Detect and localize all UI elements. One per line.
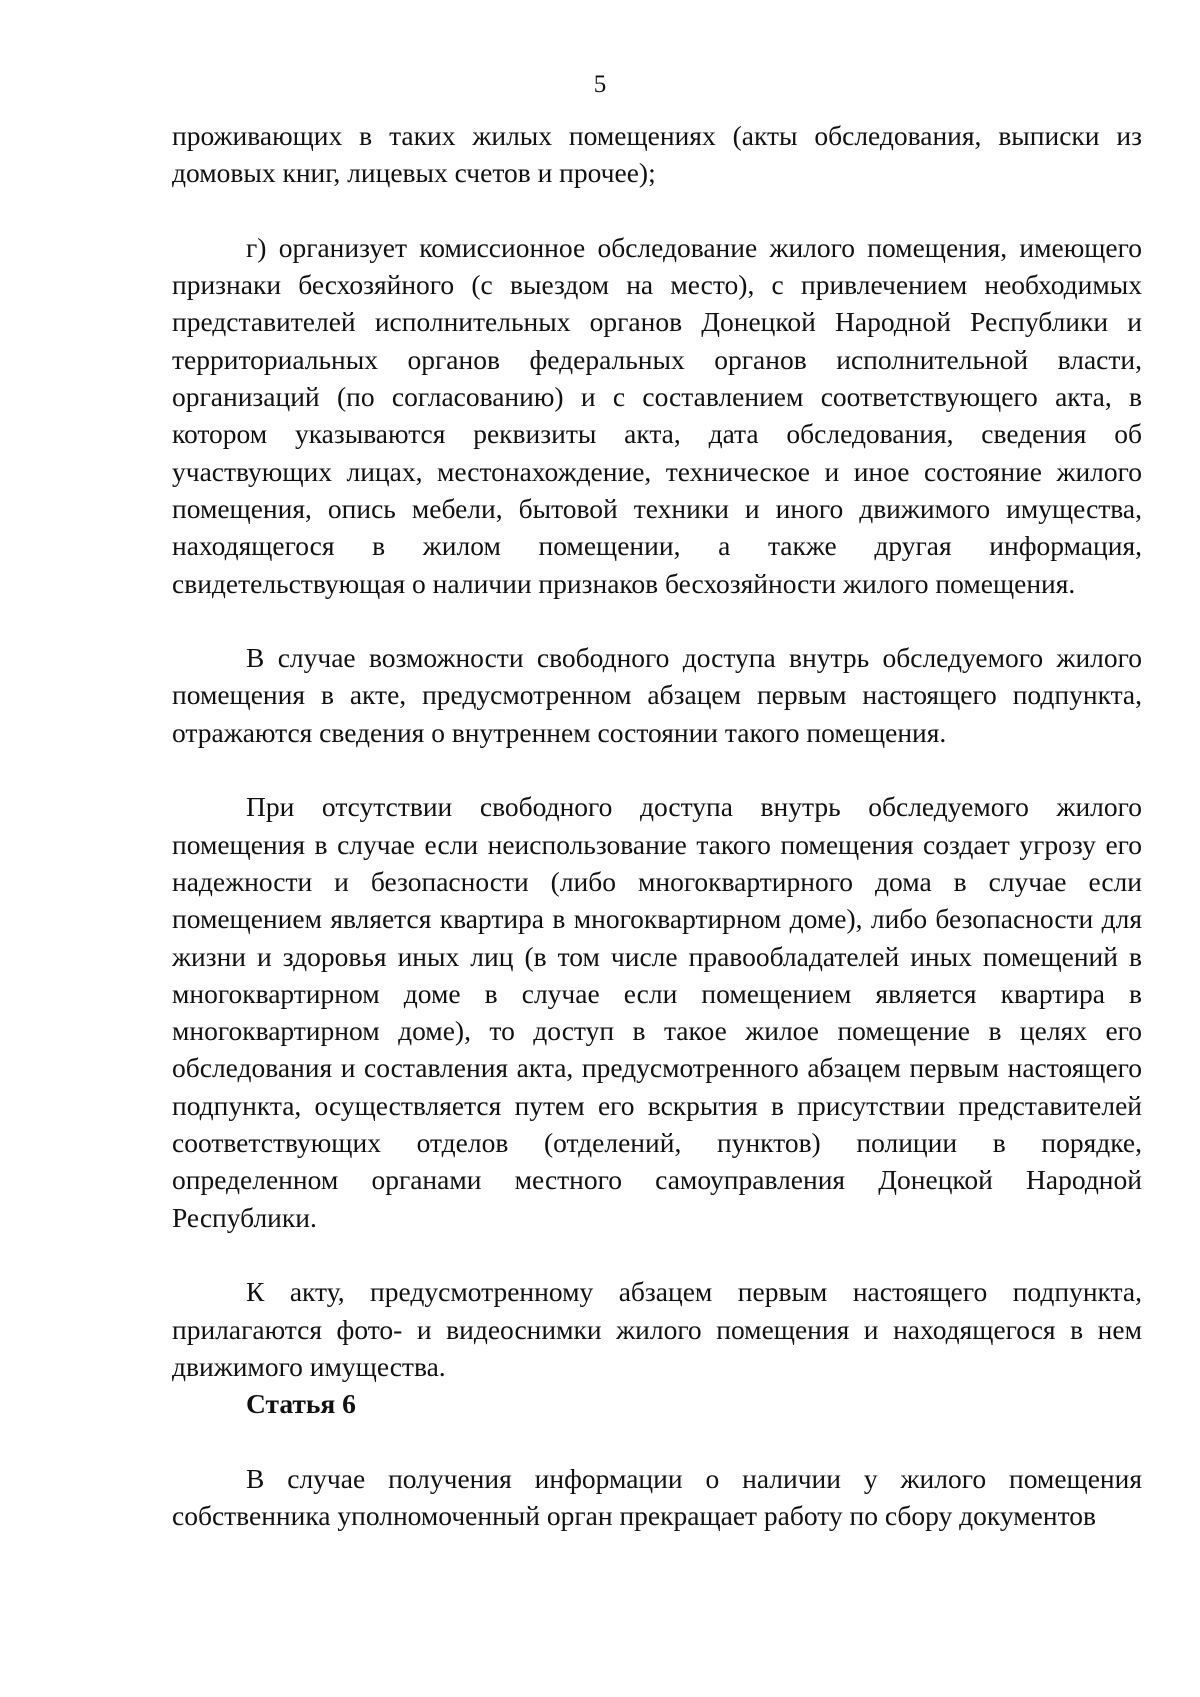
- paragraph-attachments: К акту, предусмотренному абзацем первым настоящего подпункта, прилагаются фото- и видеоснимки жилого помещения и находящегося в нем движимого имущества.: [172, 1276, 1142, 1382]
- document-body: [172, 117, 1142, 1534]
- paragraph-subitem-g: г) организует комиссионное обследование жилого помещения, имеющего признаки бесхозяйного (с выездом на место), с привлечением необходимых представителей исполнительных органов Донецкой Народной Республики и территориальных органов федеральных органов исполнительной власти, организаций (по согласованию) и с составлением соответствующего акта, в котором указываются реквизиты акта, дата обследования, сведения об участвующих лицах, местонахождение, техническое и иное состояние жилого помещения, опись мебели, бытовой техники и иного движимого имущества, находящегося в жилом помещении, а также другая информация, свидетельствующая о наличии признаков бесхозяйности жилого помещения.: [172, 231, 1142, 599]
- paragraph-no-free-access: При отсутствии свободного доступа внутрь обследуемого жилого помещения в случае если неиспользование такого помещения создает угрозу его надежности и безопасности (либо многоквартирного дома в случае если помещением является квартира в многоквартирном доме), либо безопасности для жизни и здоровья иных лиц (в том числе правообладателей иных помещений в многоквартирном доме в случае если помещением является квартира в многоквартирном доме), то доступ в такое жилое помещение в целях его обследования и составления акта, предусмотренного абзацем первым настоящего подпункта, осуществляется путем его вскрытия в присутствии представителей соответствующих отделов (отделений, пунктов) полиции в порядке, определенном органами местного самоуправления Донецкой Народной Республики.: [172, 791, 1142, 1233]
- article-paragraph: В случае получения информации о наличии у жилого помещения собственника уполномоченный орган прекращает работу по сбору документов: [172, 1462, 1142, 1531]
- article-heading: Статья 6: [246, 1388, 356, 1420]
- paragraph-continuation: проживающих в таких жилых помещениях (акты обследования, выписки из домовых книг, лицевых счетов и прочее);: [172, 120, 1142, 189]
- page-number: 5: [593, 71, 607, 98]
- paragraph-free-access: В случае возможности свободного доступа внутрь обследуемого жилого помещения в акте, предусмотренном абзацем первым настоящего подпункта, отражаются сведения о внутреннем состоянии такого помещения.: [172, 642, 1142, 748]
